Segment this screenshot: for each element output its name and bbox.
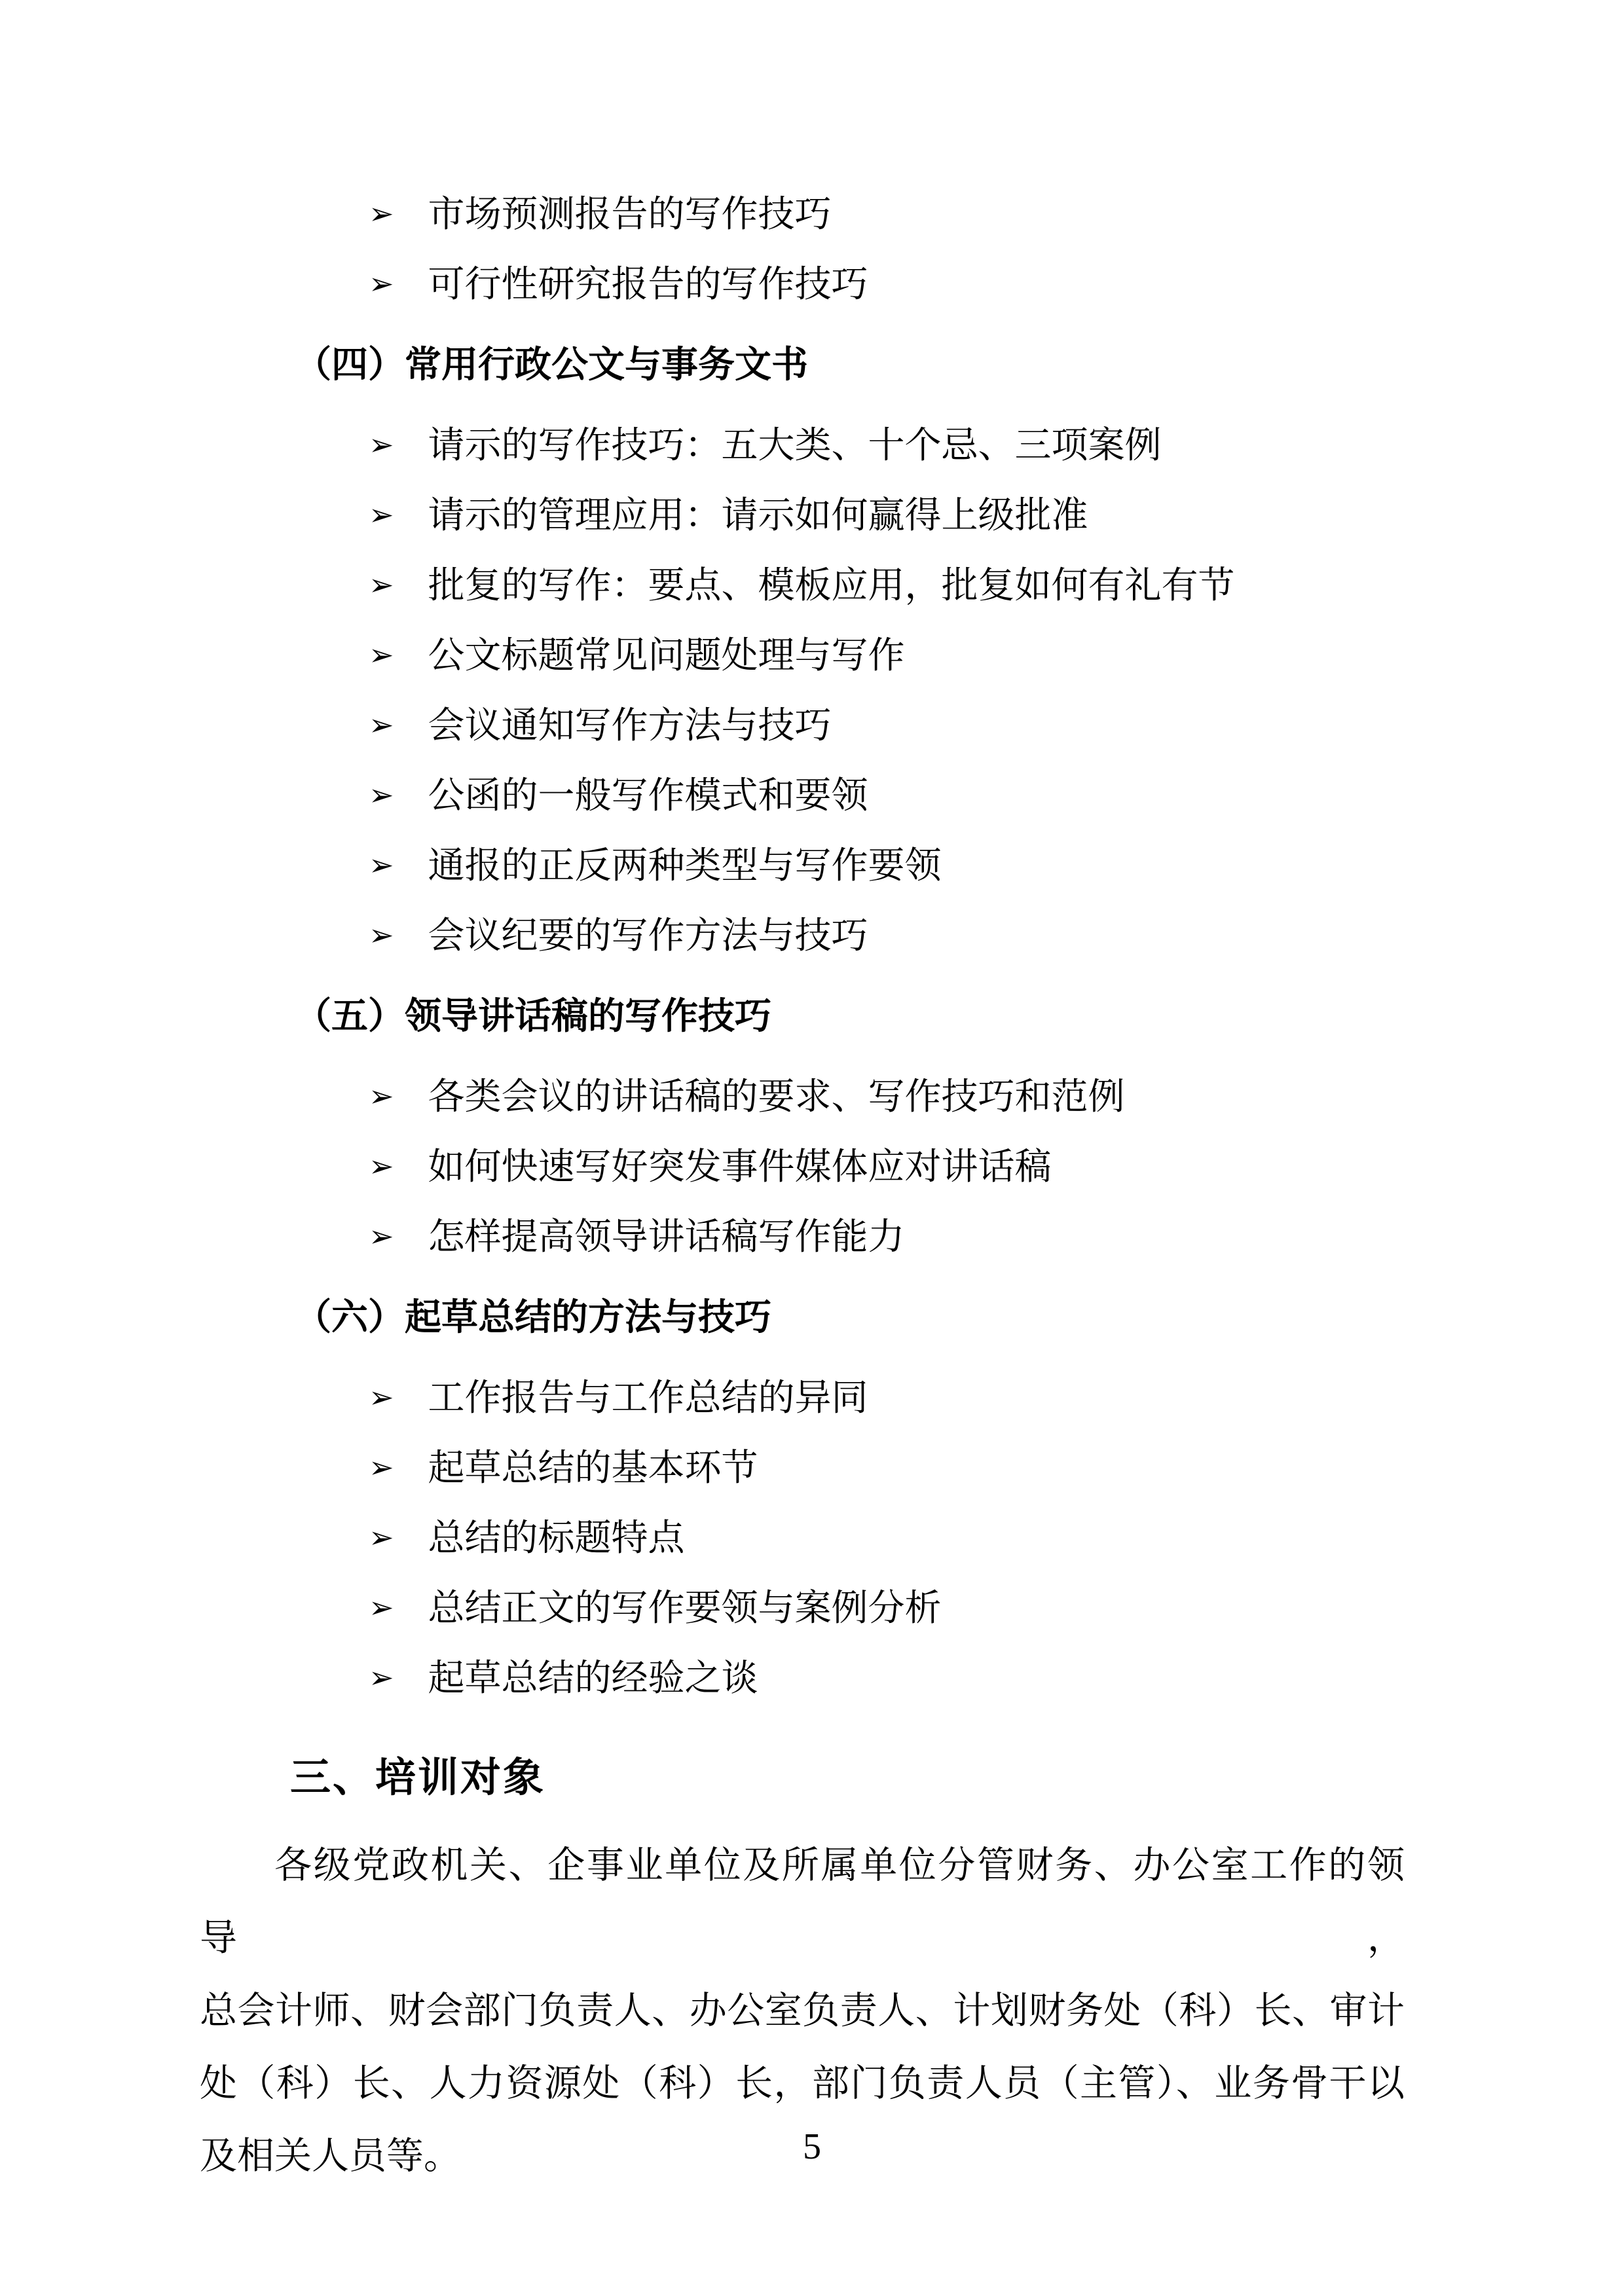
arrow-bullet-icon: ➢ xyxy=(369,918,394,952)
arrow-bullet-icon: ➢ xyxy=(369,196,394,230)
outline-item-text: 各类会议的讲话稿的要求、写作技巧和范例 xyxy=(428,1077,1125,1118)
arrow-bullet-icon: ➢ xyxy=(369,778,394,812)
arrow-bullet-icon: ➢ xyxy=(369,1660,394,1694)
outline-item-text: 批复的写作：要点、模板应用，批复如何有礼有节 xyxy=(428,566,1235,606)
outline-item-text: 会议纪要的写作方法与技巧 xyxy=(428,916,868,957)
outline-bullet-item xyxy=(200,691,1405,761)
outline-item-text: （四）常用行政公文与事务文书 xyxy=(295,345,808,386)
outline-item-text: 可行性研究报告的写作技巧 xyxy=(428,264,868,305)
paragraph-line: 总会计师、财会部门负责人、办公室负责人、计划财务处（科）长、审计 xyxy=(200,1990,1405,2032)
outline-item-text: 公函的一般写作模式和要领 xyxy=(428,776,868,816)
outline-item-text: 如何快速写好突发事件媒体应对讲话稿 xyxy=(428,1147,1052,1188)
outline-item-text: 会议通知写作方法与技巧 xyxy=(428,706,832,746)
outline-bullet-item xyxy=(200,761,1405,831)
arrow-bullet-icon: ➢ xyxy=(369,848,394,882)
arrow-bullet-icon: ➢ xyxy=(369,638,394,672)
outline-bullet-item xyxy=(200,1504,1405,1574)
outline-bullet-item xyxy=(200,831,1405,902)
arrow-bullet-icon: ➢ xyxy=(369,1520,394,1554)
outline-item-text: （六）起草总结的方法与技巧 xyxy=(295,1298,771,1338)
arrow-bullet-icon: ➢ xyxy=(369,1380,394,1414)
outline-bullet-item xyxy=(200,1063,1405,1133)
arrow-bullet-icon: ➢ xyxy=(369,1450,394,1484)
outline-bullet-item xyxy=(200,1434,1405,1504)
outline-bullet-item xyxy=(200,1203,1405,1273)
paragraph-line: 及相关人员等。 xyxy=(200,2136,461,2177)
outline-bullet-item xyxy=(200,1133,1405,1203)
arrow-bullet-icon: ➢ xyxy=(369,428,394,462)
outline-item-text: （五）领导讲话稿的写作技巧 xyxy=(295,996,771,1037)
outline-item-text: 起草总结的基本环节 xyxy=(428,1448,758,1489)
paragraph-line: 处（科）长、人力资源处（科）长，部门负责人员（主管）、业务骨干以 xyxy=(200,2063,1405,2104)
outline-bullet-item xyxy=(200,551,1405,621)
outline-bullet-item xyxy=(200,1644,1405,1714)
outline-bullet-item xyxy=(200,180,1405,250)
arrow-bullet-icon: ➢ xyxy=(369,1079,394,1113)
outline-bullet-item xyxy=(200,621,1405,691)
section-heading: 三、培训对象 xyxy=(290,1755,546,1800)
outline-item-text: 工作报告与工作总结的异同 xyxy=(428,1378,868,1419)
page-number: 5 xyxy=(803,2126,821,2167)
paragraph-line: 各级党政机关、企事业单位及所属单位分管财务、办公室工作的领导， xyxy=(200,1845,1405,1959)
outline-bullet-item xyxy=(200,481,1405,551)
arrow-bullet-icon: ➢ xyxy=(369,266,394,301)
arrow-bullet-icon: ➢ xyxy=(369,1149,394,1183)
outline-bullet-item xyxy=(200,1574,1405,1644)
outline-item-text: 起草总结的经验之谈 xyxy=(428,1658,758,1699)
outline-bullet-item xyxy=(200,250,1405,320)
course-outline xyxy=(200,180,1405,1714)
outline-item-text: 请示的管理应用：请示如何赢得上级批准 xyxy=(428,496,1088,536)
arrow-bullet-icon: ➢ xyxy=(369,498,394,532)
outline-heading xyxy=(200,331,1405,401)
outline-item-text: 通报的正反两种类型与写作要领 xyxy=(428,846,942,886)
arrow-bullet-icon: ➢ xyxy=(369,1590,394,1624)
outline-item-text: 怎样提高领导讲话稿写作能力 xyxy=(428,1217,905,1258)
outline-bullet-item xyxy=(200,411,1405,481)
arrow-bullet-icon: ➢ xyxy=(369,708,394,742)
arrow-bullet-icon: ➢ xyxy=(369,568,394,602)
outline-heading xyxy=(200,1283,1405,1353)
outline-item-text: 市场预测报告的写作技巧 xyxy=(428,194,832,235)
outline-bullet-item xyxy=(200,902,1405,972)
arrow-bullet-icon: ➢ xyxy=(369,1219,394,1253)
outline-item-text: 总结的标题特点 xyxy=(428,1518,685,1559)
outline-item-text: 请示的写作技巧：五大类、十个忌、三项案例 xyxy=(428,426,1162,466)
outline-item-text: 公文标题常见问题处理与写作 xyxy=(428,636,905,676)
outline-heading xyxy=(200,982,1405,1052)
outline-item-text: 总结正文的写作要领与案例分析 xyxy=(428,1588,942,1629)
outline-bullet-item xyxy=(200,1364,1405,1434)
